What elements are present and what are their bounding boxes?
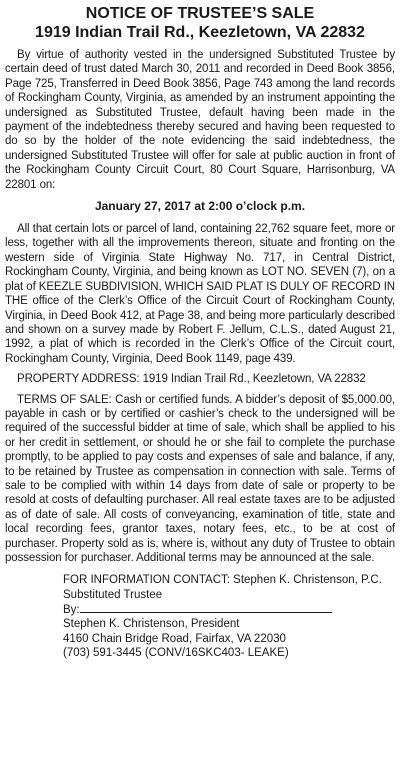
intro-paragraph: By virtue of authority vested in the undersigned Substituted Trustee by certain deed of trust dated March 30, 2011 and recorded in Deed Book 3856, Page 725, Transferred in Deed Book 3856, Page 743 among the land records of Rockingham County, Virginia, as amended by an instrument appointing the undersigned as Substituted Trustee, default having been made in the payment of the indebtedness thereby secured and having been requested to do so by the holder of the note evidencing the said indebtedness, the undersigned Substituted Trustee will offer for sale at public auction in front of the Rockingham County Circuit Court, 80 Court Square, Harrisonburg, VA 22801 on: (5, 49, 395, 191)
terms-of-sale-paragraph: TERMS OF SALE: Cash or certified funds. A bidder’s deposit of $5,000.00, payable in cash or by certified or cashier’s check to the undersigned will be required of the successful bidder at time of sale, which shall be applied to his or her credit in settlement, or should he or she fail to complete the purchase promptly, to be applied to pay costs and expenses of sale and balance, if any, to be retained by Trustee as compensation in connection with sale. Terms of sale to be complied with within 14 days from date of sale or property to be resold at costs of defaulting purchaser. All real estate taxes are to be adjusted as of date of sale. All costs of conveyancing, examination of title, state and local recording fees, grantor taxes, notary fees, etc., to be at cost of purchaser. Property sold as is, where is, without any duty of Trustee to obtain possession for purchaser. Additional terms may be announced at the sale. (5, 393, 395, 564)
by-label: By: (63, 604, 80, 616)
property-address: PROPERTY ADDRESS: 1919 Indian Trail Rd., Keezletown, VA 22832 (17, 373, 366, 386)
signature-row (63, 602, 395, 617)
property-description-paragraph: All that certain lots or parcel of land, containing 22,762 square feet, more or less, together with all the improvements thereon, situate and fronting on the western side of Virginia State Highway No. 717, in Central District, Rockingham County, Virginia, and being known as LOT NO. SEVEN (7), on a plat of KEEZLE SUBDIVISION, WHICH SAID PLAT IS DULY OF RECORD IN THE office of the Clerk’s Office of the Circuit Court of Rockingham County, Virginia, in Deed Book 412, at Page 38, and being more particularly described and shown on a survey made by Robert F. Jellum, C.L.S., dated August 21, 1992, a plat of which is recorded in the Clerk’s Office of the Circuit court, Rockingham County, Virginia, Deed Book 1149, page 439. (5, 223, 395, 365)
trustee-role: Substituted Trustee (63, 588, 163, 601)
notice-title: NOTICE OF TRUSTEE’S SALE (85, 5, 315, 22)
contact-phone: (703) 591-3445 (CONV/16SKC403- LEAKE) (63, 646, 289, 659)
contact-block (5, 573, 395, 660)
contact-heading: FOR INFORMATION CONTACT: Stephen K. Christenson, P.C. (63, 574, 382, 587)
sale-date: January 27, 2017 at 2:00 o’clock p.m. (94, 199, 306, 214)
notice-subtitle: 1919 Indian Trail Rd., Keezletown, VA 22832 (35, 24, 365, 41)
signature-line (80, 602, 332, 613)
contact-address: 4160 Chain Bridge Road, Fairfax, VA 22030 (63, 632, 286, 645)
signer-name: Stephen K. Christenson, President (63, 618, 240, 631)
